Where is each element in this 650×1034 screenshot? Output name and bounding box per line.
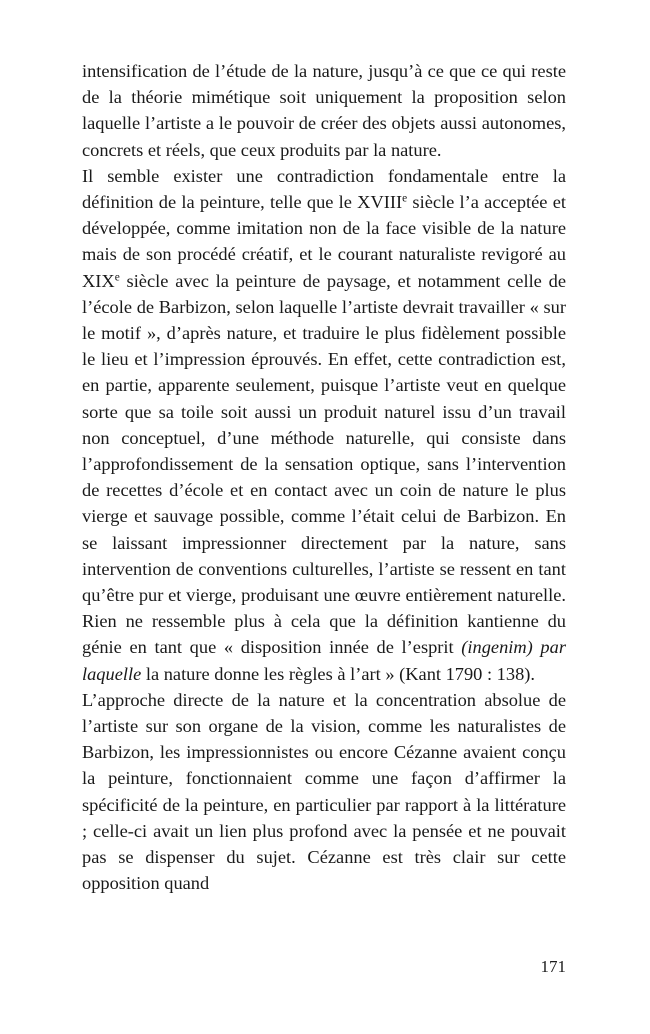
paragraph-1: intensification de l’étude de la nature, jusqu’à ce que ce qui reste de la théorie mimétique soit uniquement la proposition selon laquelle l’artiste a le pouvoir de créer des objets aussi autonomes, concrets et réels, que ceux produits par la nature.	[82, 61, 566, 160]
paragraph-2-text-c: siècle avec la peinture de paysage, et notamment celle de l’école de Barbizon, selon laquelle l’artiste devrait travailler « sur le motif », d’après nature, et traduire le plus fidèlement possible le lieu et l’impression éprouvés. En effet, cette contradiction est, en partie, apparente seulement, puisque l’artiste veut en quelque sorte que sa toile soit aussi un produit naturel issu d’un travail non conceptuel, d’une méthode naturelle, qui consiste dans l’approfondissement de la sensation optique, sans l’intervention de recettes d’école et en contact avec un coin de nature le plus vierge et sauvage possible, comme l’était celui de Barbizon. En se laissant impressionner directement par la nature, sans intervention de conventions culturelles, l’artiste se ressent en tant qu’être pur et vierge, produisant une œuvre entièrement naturelle. Rien ne ressemble plus à cela que la définition kantienne du génie en tant que « disposition innée de l’esprit	[82, 270, 566, 658]
italic-quote: (ingenim) par laquelle	[82, 637, 566, 684]
paragraph-2-text-b: siècle l’a acceptée et développée, comme imitation non de la face visible de la nature mais de son procédé créatif, et le courant naturaliste revigoré au XIX	[82, 192, 566, 291]
paragraph-2-text-a: Il semble exister une contradiction fondamentale entre la définition de la peinture, telle que le XVIII	[82, 165, 566, 213]
paragraph-2-text-d: la nature donne les règles à l’art » (Kant 1790 : 138).	[141, 663, 535, 684]
paragraph-2	[82, 163, 566, 687]
superscript-e-1: e	[402, 192, 408, 205]
page-body	[82, 58, 566, 897]
paragraph-3: L’approche directe de la nature et la concentration absolue de l’artiste sur son organe de la vision, comme les naturalistes de Barbizon, les impressionnistes ou encore Cézanne avaient conçu la peinture, fonctionnaient comme une façon d’affirmer la spécificité de la peinture, en particulier par rapport à la littérature ; celle-ci avait un lien plus profond avec la pensée et ne pouvait pas se dispenser du sujet. Cézanne est très clair sur cette opposition quand	[82, 689, 566, 894]
page-number: 171	[540, 957, 566, 976]
superscript-e-2: e	[114, 271, 120, 284]
